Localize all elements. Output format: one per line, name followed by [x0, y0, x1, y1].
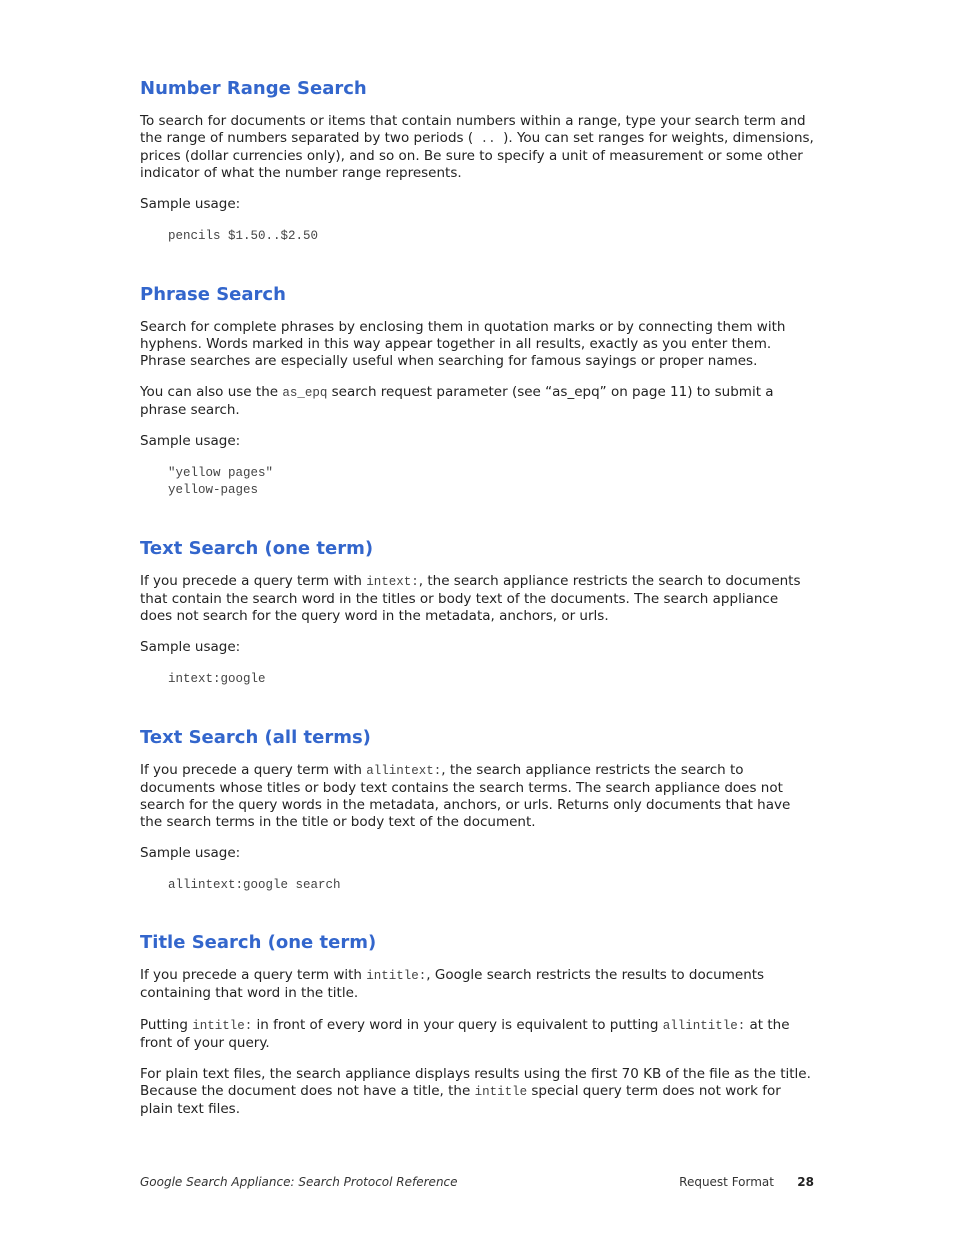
page-footer — [140, 1173, 814, 1191]
footer-document-title: Google Search Appliance: Search Protocol Reference — [140, 1175, 458, 1189]
section-heading: Title Search (one term) — [140, 932, 377, 953]
body-paragraph: To search for documents or items that contain numbers within a range, type your search term and the range of numbers separated by two periods ( .. ). You can set ranges for weights, dimensions, prices (dollar currencies only), and so on. Be sure to specify a unit of measurement or some other indicator of what the number range represents. — [140, 113, 814, 181]
sample-code-block: allintext:google search — [168, 878, 341, 892]
inline-code: intext: — [366, 575, 419, 589]
inline-code: .. — [473, 132, 504, 146]
inline-code: allintext: — [366, 764, 442, 778]
body-paragraph: For plain text files, the search appliance displays results using the first 70 KB of the file as the title. Because the document does not have a title, the intitle special query term does not work for plain text files. — [140, 1066, 811, 1117]
sample-usage-label: Sample usage: — [140, 196, 241, 212]
inline-code: intitle: — [366, 969, 427, 983]
body-paragraph: If you precede a query term with intitle:, Google search restricts the results to documents containing that word in the title. — [140, 967, 765, 1001]
footer-chapter-name: Request Format — [679, 1175, 774, 1189]
section-phrase-search — [140, 284, 814, 499]
body-paragraph: If you precede a query term with allintext:, the search appliance restricts the search to documents whose titles or body text contains the search terms. The search appliance does not search for the query words in the metadata, anchors, or urls. Returns only documents that have the search terms in the title or body text of the document. — [140, 762, 791, 830]
section-heading: Text Search (all terms) — [140, 727, 371, 748]
sample-code-block: intext:google — [168, 672, 266, 686]
sample-usage-label: Sample usage: — [140, 433, 241, 449]
section-heading: Number Range Search — [140, 78, 367, 99]
inline-code: intitle: — [192, 1019, 253, 1033]
section-text-search-one-term — [140, 538, 814, 688]
inline-code: intitle — [474, 1085, 528, 1099]
section-text-search-all-terms — [140, 727, 814, 894]
sample-usage-label: Sample usage: — [140, 845, 241, 861]
sample-code-block: pencils $1.50..$2.50 — [168, 229, 319, 243]
section-heading: Phrase Search — [140, 284, 286, 305]
footer-page-number: 28 — [797, 1175, 814, 1189]
section-title-search-one-term — [140, 932, 814, 1118]
sample-code-block: "yellow pages" yellow-pages — [168, 466, 274, 497]
inline-code: as_epq — [282, 386, 328, 400]
body-paragraph: If you precede a query term with intext:, the search appliance restricts the search to documents that contain the search word in the titles or body text of the documents. The search appliance does not search for the query word in the metadata, anchors, or urls. — [140, 573, 801, 624]
section-number-range-search — [140, 78, 814, 245]
sample-usage-label: Sample usage: — [140, 639, 241, 655]
body-paragraph: You can also use the as_epq search request parameter (see “as_epq” on page 11) to submit a phrase search. — [140, 384, 774, 418]
inline-code: allintitle: — [662, 1019, 746, 1033]
body-paragraph: Putting intitle: in front of every word in your query is equivalent to putting allintitle: at the front of your query. — [140, 1017, 790, 1051]
section-heading: Text Search (one term) — [140, 538, 374, 559]
body-paragraph: Search for complete phrases by enclosing them in quotation marks or by connecting them with hyphens. Words marked in this way appear together in all results, exactly as you enter them. Phrase searches are especially useful when searching for famous sayings or proper names. — [140, 319, 786, 369]
